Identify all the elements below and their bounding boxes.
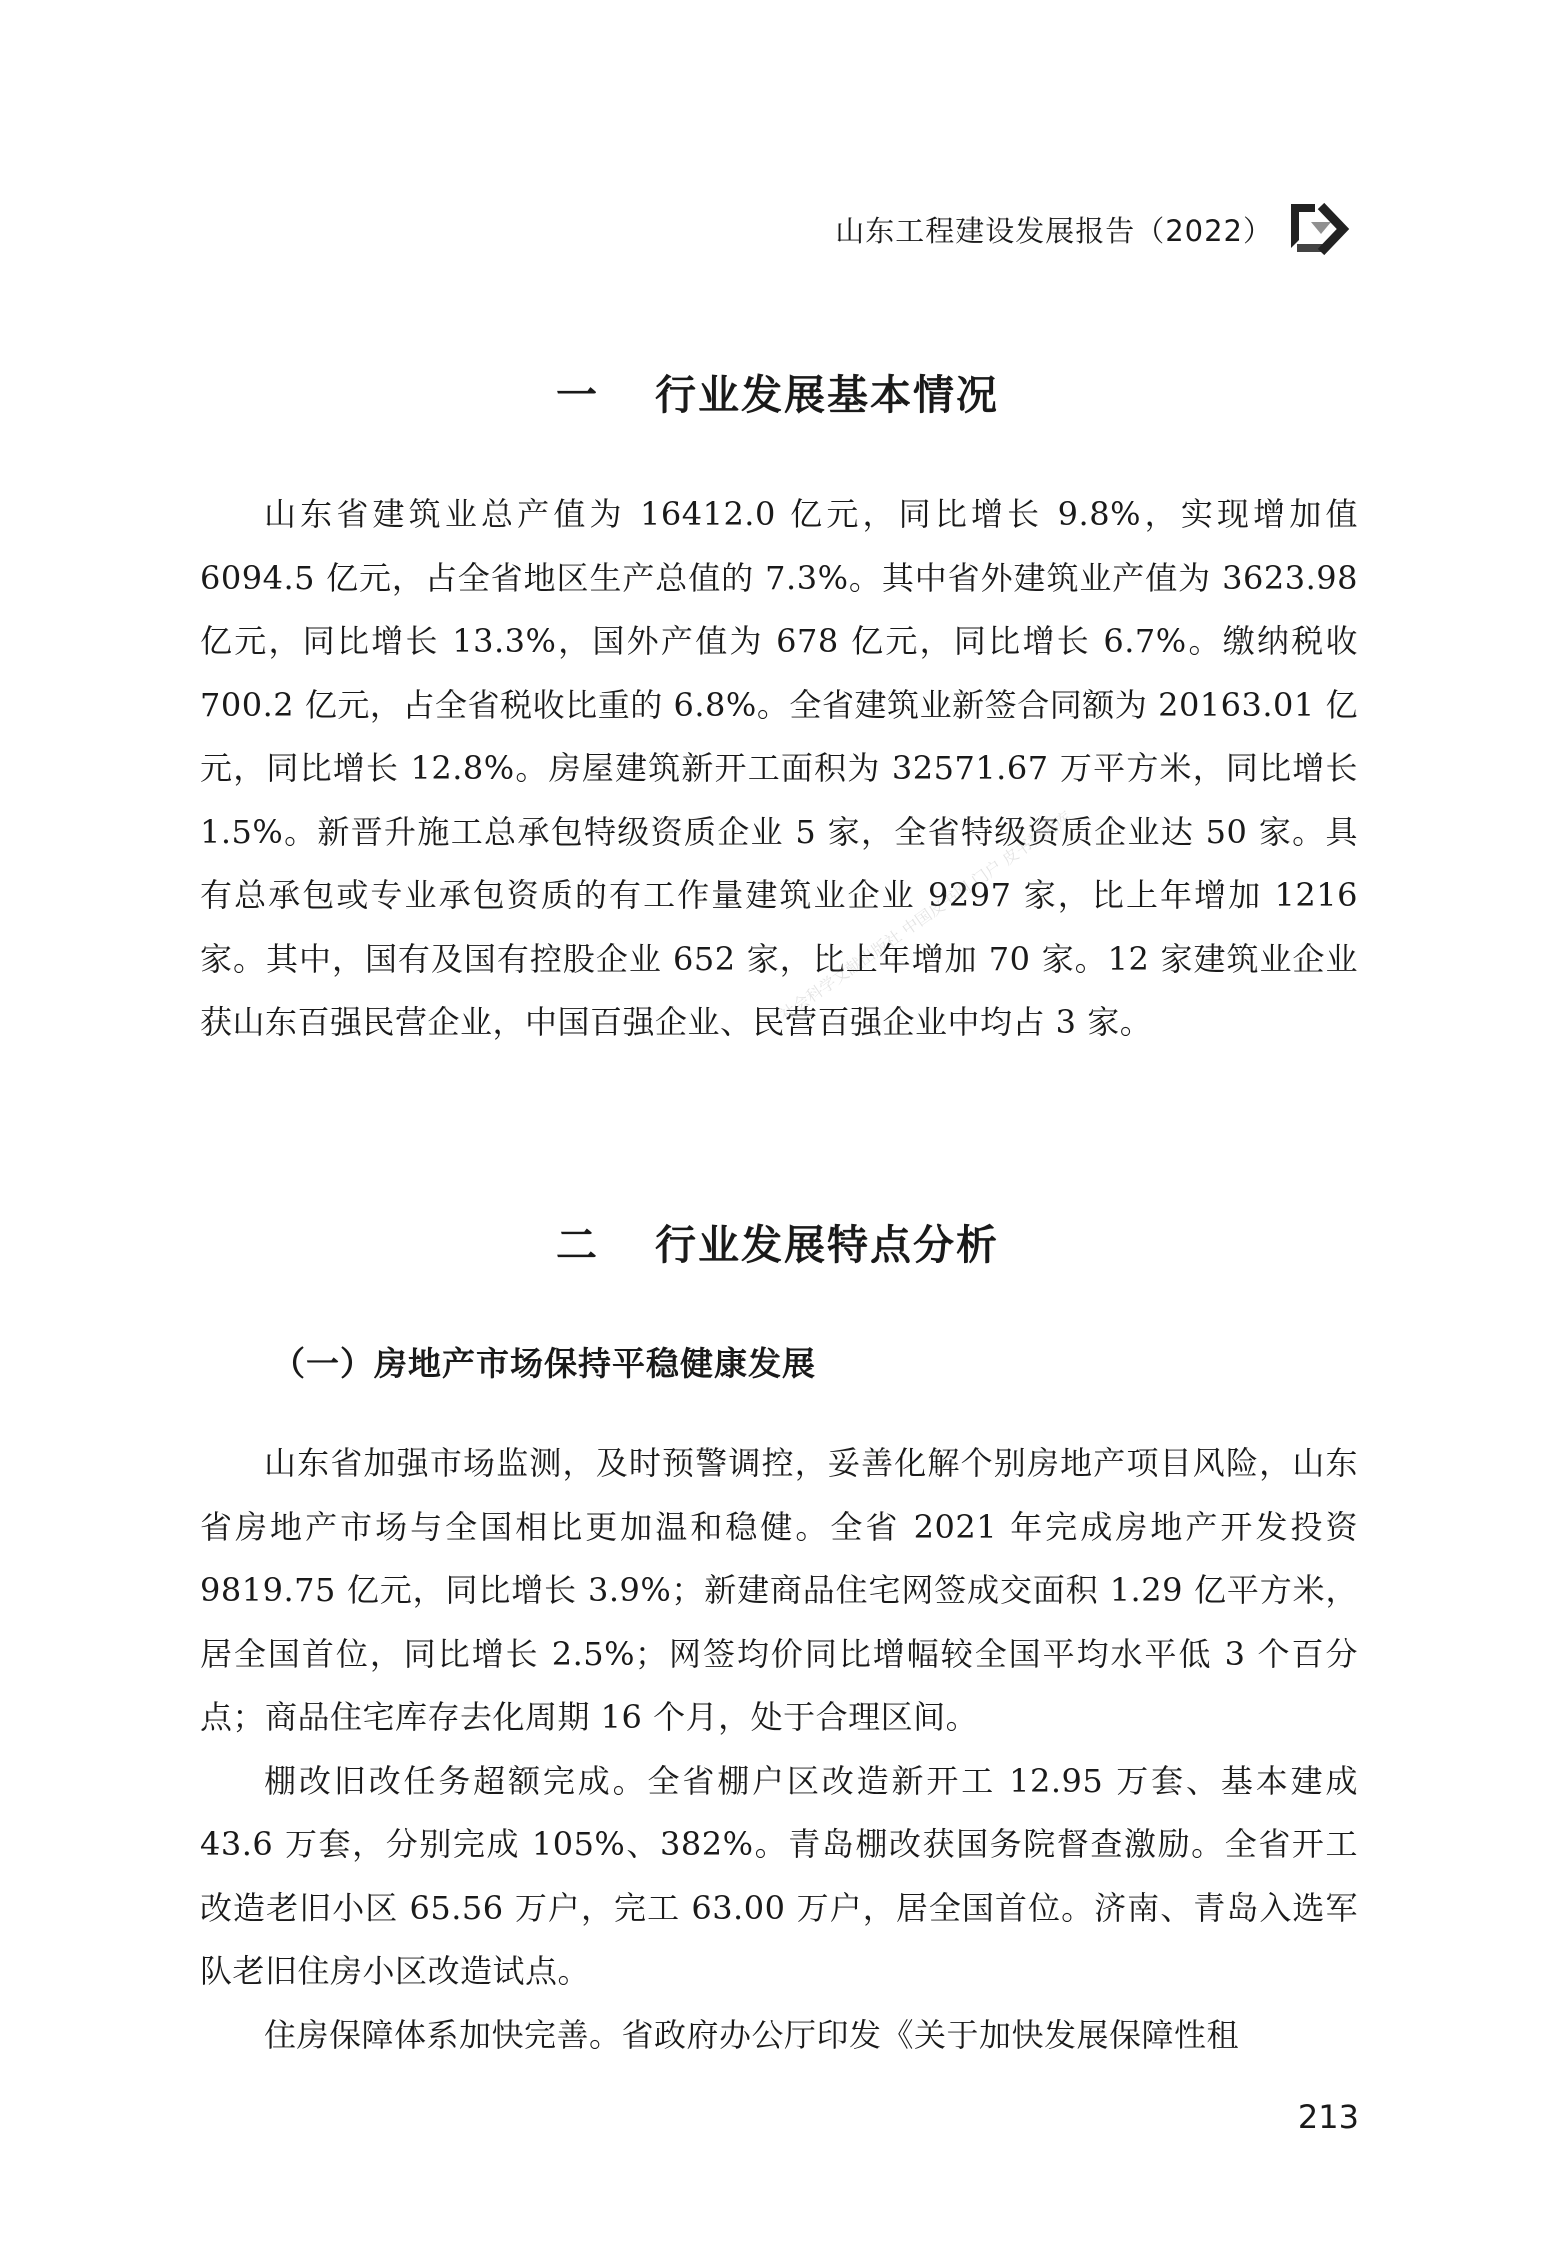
section-heading-1 [0, 362, 1555, 421]
book-arrow-logo-icon [1291, 200, 1357, 258]
section-title-2: 行业发展特点分析 [655, 1221, 999, 1269]
section-title-1: 行业发展基本情况 [655, 371, 999, 419]
watermark-text: 社会科学文献出版社 中国皮书网 门户 皮书数据库 [776, 807, 1075, 1025]
paragraph: 山东省建筑业总产值为 16412.0 亿元，同比增长 9.8%，实现增加值 6094.5 亿元，占全省地区生产总值的 7.3%。其中省外建筑业产值为 3623.98 亿元，同比增长 13.3%，国外产值为 678 亿元，同比增长 6.7%。缴纳税收 700.2 亿元，占全省税收比重的 6.8%。全省建筑业新签合同额为 20163.01 亿元，同比增长 12.8%。房屋建筑新开工面积为 32571.67 万平方米，同比增长 1.5%。新晋升施工总承包特级资质企业 5 家，全省特级资质企业达 50 家。具有总承包或专业承包资质的有工作量建筑业企业 9297 家，比上年增加 1216 家。其中，国有及国有控股企业 652 家，比上年增加 70 家。12 家建筑业企业获山东百强民营企业，中国百强企业、民营百强企业中均占 3 家。 [200, 495, 1358, 1041]
paragraph: 住房保障体系加快完善。省政府办公厅印发《关于加快发展保障性租 [264, 2015, 1240, 2054]
section-heading-2 [0, 1212, 1555, 1271]
running-title: 山东工程建设发展报告（2022） [835, 213, 1273, 248]
paragraph: 棚改旧改任务超额完成。全省棚户区改造新开工 12.95 万套、基本建成 43.6 万套，分别完成 105%、382%。青岛棚改获国务院督查激励。全省开工改造老旧小区 65.56 万户，完工 63.00 万户，居全国首位。济南、青岛入选军队老旧住房小区改造试点。 [200, 1761, 1358, 1990]
section-1-body [200, 483, 1358, 1055]
page-number: 213 [1297, 2098, 1359, 2136]
section-2-body [200, 1432, 1358, 2067]
section-number-2: 二 [556, 1221, 599, 1269]
running-header [835, 200, 1357, 258]
section-number-1: 一 [556, 371, 599, 419]
paragraph: 山东省加强市场监测，及时预警调控，妥善化解个别房地产项目风险，山东省房地产市场与全国相比更加温和稳健。全省 2021 年完成房地产开发投资 9819.75 亿元，同比增长 3.9%；新建商品住宅网签成交面积 1.29 亿平方米，居全国首位，同比增长 2.5%；网签均价同比增幅较全国平均水平低 3 个百分点；商品住宅库存去化周期 16 个月，处于合理区间。 [200, 1444, 1358, 1736]
subheading: （一）房地产市场保持平稳健康发展 [272, 1344, 816, 1383]
